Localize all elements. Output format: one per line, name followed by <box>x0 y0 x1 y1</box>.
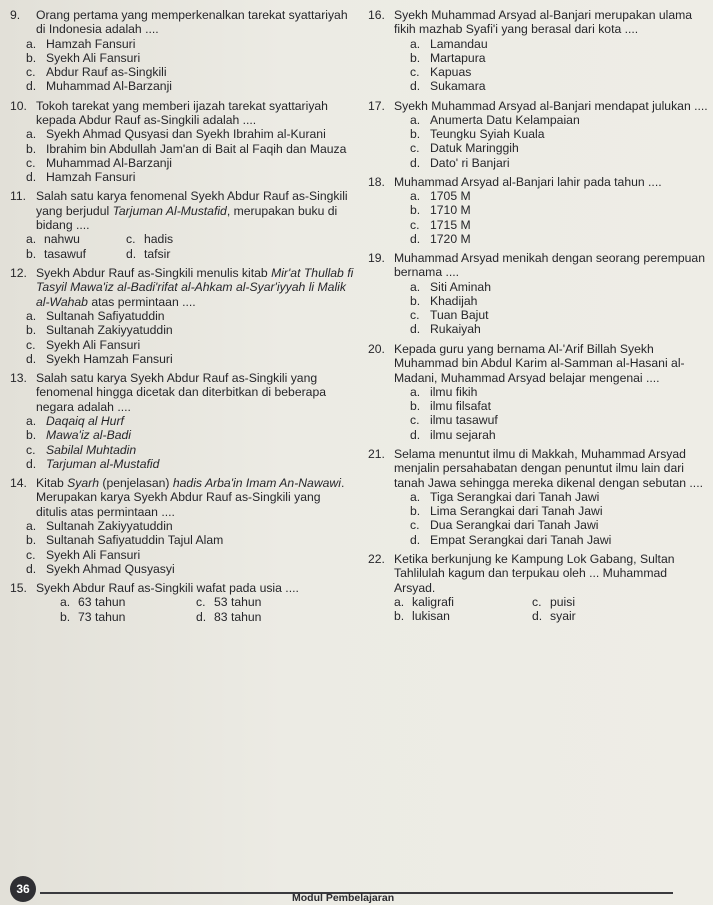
option-c: c. Abdur Rauf as-Singkili <box>26 65 167 80</box>
question-20 <box>368 342 708 442</box>
question-text: Orang pertama yang memperkenalkan tarekat syattariyah di Indonesia adalah .... <box>36 8 348 37</box>
option-b: b. Sultanah Zakiyyatuddin <box>26 323 173 338</box>
option-c: c. Syekh Ali Fansuri <box>26 337 141 352</box>
option-b: b. Sultanah Safiyatuddin Tajul Alam <box>26 533 224 548</box>
option-d: d. 1720 M <box>410 231 471 246</box>
question-text: Tokoh tarekat yang memberi ijazah tarekat syattariyah kepada Abdur Rauf as-Singkili adalah .... <box>36 98 328 128</box>
question-number: 18. <box>368 174 385 189</box>
question-14 <box>10 476 355 576</box>
question-number: 9. <box>10 8 21 22</box>
question-number: 12. <box>10 265 27 280</box>
option-row: b. tasawuf d. tafsir <box>26 246 171 261</box>
question-text: Syekh Muhammad Arsyad al-Banjari mendapat julukan .... <box>394 98 708 113</box>
question-number: 16. <box>368 8 385 22</box>
option-a: a. Siti Aminah <box>410 279 491 294</box>
question-number: 14. <box>10 475 27 490</box>
question-text: Syekh Abdur Rauf as-Singkili wafat pada usia .... <box>36 580 299 595</box>
question-9 <box>10 8 355 94</box>
question-text: Kitab Syarh (penjelasan) hadis Arba'in Imam An-Nawawi. Merupakan karya Syekh Abdur Rauf as-Singkili yang ditulis atas permintaan .... <box>36 475 345 519</box>
left-column <box>10 8 355 629</box>
option-b: b. 1710 M <box>410 203 471 218</box>
option-b: b. Mawa'iz al-Badi <box>26 428 131 443</box>
option-d: d. Syekh Ahmad Qusyasyi <box>26 561 175 576</box>
option-a: a. ilmu fikih <box>410 384 478 399</box>
question-19 <box>368 251 708 337</box>
question-22 <box>368 552 708 624</box>
option-a: a. Sultanah Zakiyyatuddin <box>26 519 173 534</box>
question-number: 10. <box>10 98 27 113</box>
question-number: 20. <box>368 341 385 356</box>
question-number: 19. <box>368 251 385 266</box>
question-number: 13. <box>10 370 27 385</box>
question-text: Muhammad Arsyad al-Banjari lahir pada tahun .... <box>394 174 662 189</box>
option-row: b. 73 tahun d. 83 tahun <box>60 609 262 624</box>
question-18 <box>368 175 708 246</box>
option-d: d. Hamzah Fansuri <box>26 170 136 185</box>
question-text: Salah satu karya fenomenal Syekh Abdur Rauf as-Singkili yang berjudul Tarjuman Al-Mustafid, merupakan buku di bidang .... <box>36 189 348 233</box>
question-number: 22. <box>368 551 385 566</box>
option-c: c. Tuan Bajut <box>410 308 489 323</box>
option-b: b. Khadijah <box>410 294 478 309</box>
question-17 <box>368 99 708 170</box>
option-c: c. Muhammad Al-Barzanji <box>26 155 172 170</box>
page-footer <box>0 872 713 905</box>
question-text: Kepada guru yang bernama Al-'Arif Billah Syekh Muhammad bin Abdul Karim al-Samman al-Hasani al-Madani, Muhammad Arsyad belajar mengenai .... <box>394 341 685 385</box>
question-text: Selama menuntut ilmu di Makkah, Muhammad Arsyad menjalin persahabatan dengan penuntut ilmu lain dari tanah Jawa sehingga mereka dikenal dengan sebutan .... <box>394 446 703 490</box>
option-c: c. Datuk Maringgih <box>410 141 519 156</box>
question-number: 11. <box>10 189 27 204</box>
option-a: a. Anumerta Datu Kelampaian <box>410 113 580 128</box>
option-c: c. Sabilal Muhtadin <box>26 442 137 457</box>
option-row: a. kaligrafi c. puisi <box>394 594 576 609</box>
option-d: d. Tarjuman al-Mustafid <box>26 456 160 471</box>
option-d: d. Rukaiyah <box>410 322 481 337</box>
option-c: c. 1715 M <box>410 217 471 232</box>
option-a: a. Daqaiq al Hurf <box>26 414 124 429</box>
option-a: a. 1705 M <box>410 189 471 204</box>
option-d: d. ilmu sejarah <box>410 427 496 442</box>
question-11 <box>10 189 355 261</box>
question-number: 15. <box>10 580 27 595</box>
question-13 <box>10 371 355 471</box>
footer-title: Modul Pembelajaran <box>292 892 395 904</box>
option-d: d. Sukamara <box>410 79 486 94</box>
option-a: a. Syekh Ahmad Qusyasi dan Syekh Ibrahim al-Kurani <box>26 127 326 142</box>
option-d: d. Muhammad Al-Barzanji <box>26 79 172 94</box>
question-21 <box>368 447 708 547</box>
option-c: c. Dua Serangkai dari Tanah Jawi <box>410 518 599 533</box>
question-text: Muhammad Arsyad menikah dengan seorang perempuan bernama .... <box>394 251 705 280</box>
option-b: b. ilmu filsafat <box>410 399 491 414</box>
option-c: c. ilmu tasawuf <box>410 413 498 428</box>
option-b: b. Martapura <box>410 51 486 66</box>
option-d: d. Empat Serangkai dari Tanah Jawi <box>410 532 612 547</box>
option-a: a. Tiga Serangkai dari Tanah Jawi <box>410 489 600 504</box>
option-d: d. Dato' ri Banjari <box>410 155 510 170</box>
question-16 <box>368 8 708 94</box>
option-b: b. Ibrahim bin Abdullah Jam'an di Bait al Faqih dan Mauza <box>26 141 347 156</box>
question-text: Syekh Muhammad Arsyad al-Banjari merupakan ulama fikih mazhab Syafi'i yang berasal dari kota .... <box>394 8 693 37</box>
question-number: 17. <box>368 98 385 113</box>
question-number: 21. <box>368 446 385 461</box>
right-column <box>368 8 708 628</box>
question-10 <box>10 99 355 185</box>
page-number-badge: 36 <box>10 876 36 902</box>
option-a: a. Lamandau <box>410 36 488 51</box>
option-c: c. Syekh Ali Fansuri <box>26 547 141 562</box>
option-c: c. Kapuas <box>410 65 472 80</box>
option-row: b. lukisan d. syair <box>394 609 576 624</box>
option-a: a. Sultanah Safiyatuddin <box>26 309 165 324</box>
option-d: d. Syekh Hamzah Fansuri <box>26 351 173 366</box>
question-text: Ketika berkunjung ke Kampung Lok Gabang, Sultan Tahlilulah kagum dan terpukau oleh ... Muhammad Arsyad. <box>394 551 675 595</box>
question-text: Salah satu karya Syekh Abdur Rauf as-Singkili yang fenomenal hingga dicetak dan diterbitkan di beberapa negara adalah .... <box>36 370 327 414</box>
option-b: b. Syekh Ali Fansuri <box>26 51 141 66</box>
question-15 <box>10 581 355 624</box>
question-text: Syekh Abdur Rauf as-Singkili menulis kitab Mir'at Thullab fi Tasyil Mawa'iz al-Badi'rifat al-Ahkam al-Syar'iyyah li Malik al-Wahab atas permintaan .... <box>36 265 354 309</box>
option-b: b. Lima Serangkai dari Tanah Jawi <box>410 504 603 519</box>
option-row: a. 63 tahun c. 53 tahun <box>60 595 262 610</box>
option-a: a. Hamzah Fansuri <box>26 36 136 51</box>
question-12 <box>10 266 355 366</box>
option-b: b. Teungku Syiah Kuala <box>410 127 545 142</box>
option-row: a. nahwu c. hadis <box>26 232 174 247</box>
